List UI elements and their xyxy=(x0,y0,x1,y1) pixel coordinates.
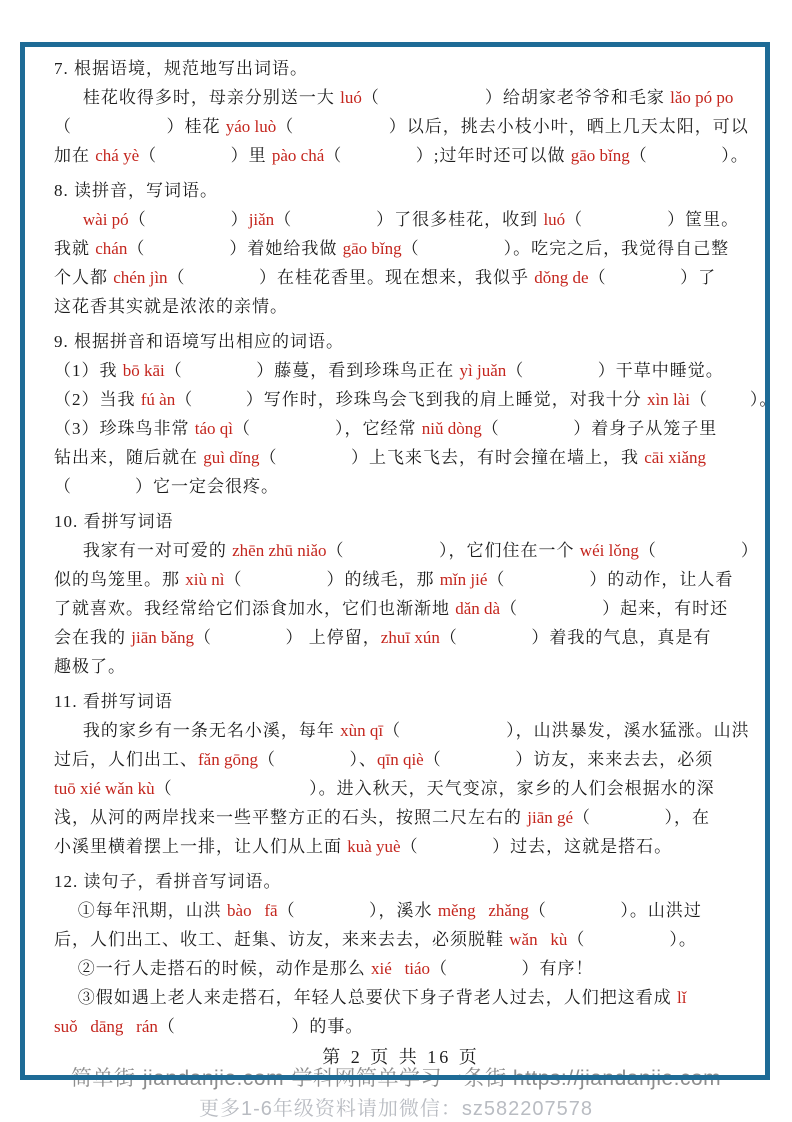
text-line xyxy=(54,832,748,861)
text-line xyxy=(54,954,748,983)
chinese-text: 了就喜欢。我经常给它们添食加水，它们也渐渐地 xyxy=(54,599,456,618)
chinese-text: （ ）。山洪过 xyxy=(528,901,702,920)
chinese-text: （ ）里 xyxy=(139,146,272,165)
chinese-text: 浅，从河的两岸找来一些平整方正的石头，按照二尺左右的 xyxy=(54,808,528,827)
chinese-text: （ ）着我的气息，真是有 xyxy=(439,628,712,647)
text-line xyxy=(54,83,748,112)
chinese-text: （ ），它经常 xyxy=(233,419,422,438)
chinese-text: 10. 看拼写词语 xyxy=(54,512,174,531)
chinese-text: （ ）、 xyxy=(257,750,377,769)
pinyin-text: guì dǐng xyxy=(203,448,260,467)
chinese-text: 桂花收得多时，母亲分别送一大 xyxy=(82,88,341,107)
pinyin-text: jiān gé xyxy=(527,808,574,827)
pinyin-text: gāo bǐng xyxy=(342,239,402,258)
chinese-text: （ ）写作时，珍珠鸟会飞到我的肩上睡觉，对我十分 xyxy=(175,390,647,409)
text-line xyxy=(54,623,748,652)
chinese-text: （ ）起来，有时还 xyxy=(500,599,729,618)
chinese-text: （ ）以后，挑去小枝小叶，晒上几天太阳，可以 xyxy=(276,117,749,136)
chinese-text: （ ）访友，来来去去，必须 xyxy=(423,750,714,769)
chinese-text: （ ）。吃完之后，我觉得自己整 xyxy=(401,239,730,258)
watermark-line2: 更多1-6年级资料请加微信：sz582207578 xyxy=(198,1098,593,1120)
pinyin-text: xìn lài xyxy=(646,390,690,409)
chinese-text: 小溪里横着摆上一排，让人们从上面 xyxy=(54,837,348,856)
chinese-text: （ ）给胡家老爷爷和毛家 xyxy=(361,88,671,107)
chinese-text: 趣极了。 xyxy=(54,657,126,676)
chinese-text: （ ） xyxy=(128,210,249,229)
chinese-text: （ ）。 xyxy=(567,930,697,949)
chinese-text: （ ） 上停留， xyxy=(194,628,381,647)
text-line xyxy=(54,716,748,745)
pinyin-text: yì juǎn xyxy=(459,361,507,380)
text-line xyxy=(54,745,748,774)
text-line xyxy=(54,594,748,623)
chinese-text: 9. 根据拼音和语境写出相应的词语。 xyxy=(54,332,344,351)
chinese-text: （ ）过去，这就是搭石。 xyxy=(400,837,673,856)
pinyin-text: zhēn zhū niǎo xyxy=(232,541,327,560)
pinyin-text: suǒ dāng rán xyxy=(54,1017,158,1036)
chinese-text: （ ），溪水 xyxy=(277,901,438,920)
chinese-text: （ ），山洪暴发，溪水猛涨。山洪 xyxy=(383,721,750,740)
chinese-text: （ ）。 xyxy=(629,146,749,165)
chinese-text: （ ）了 xyxy=(588,268,717,287)
text-line xyxy=(54,925,748,954)
pinyin-text: zhuī xún xyxy=(380,628,440,647)
chinese-text: （ ）藤蔓，看到珍珠鸟正在 xyxy=(164,361,460,380)
pinyin-text: wài pó xyxy=(82,210,129,229)
pinyin-text: fǎn gōng xyxy=(198,750,258,769)
pinyin-text: chén jìn xyxy=(113,268,168,287)
question-8 xyxy=(54,176,748,321)
chinese-text: （ ）有序！ xyxy=(430,959,594,978)
text-line xyxy=(54,565,748,594)
chinese-text: （ ），它们住在一个 xyxy=(326,541,580,560)
pinyin-text: dǎn dà xyxy=(455,599,501,618)
text-line xyxy=(54,414,748,443)
chinese-text: （ ）着身子从笼子里 xyxy=(481,419,718,438)
pinyin-text: jiǎn xyxy=(248,210,275,229)
chinese-text: （ ）上飞来飞去，有时会撞在墙上，我 xyxy=(259,448,645,467)
question-10-title xyxy=(54,507,748,536)
text-line xyxy=(54,472,748,501)
chinese-text: 11. 看拼写词语 xyxy=(54,692,173,711)
chinese-text: （ ），在 xyxy=(573,808,711,827)
text-line xyxy=(54,385,778,414)
question-11 xyxy=(54,687,748,861)
chinese-text: （ ）筐里。 xyxy=(565,210,740,229)
pinyin-text: tuō xié wǎn kù xyxy=(54,779,155,798)
pinyin-text: bō kāi xyxy=(122,361,165,380)
chinese-text: 过后，人们出工、 xyxy=(54,750,198,769)
chinese-text: （ ）。 xyxy=(689,390,778,409)
chinese-text: （3）珍珠鸟非常 xyxy=(54,419,195,438)
pinyin-text: táo qì xyxy=(194,419,233,438)
question-9-title xyxy=(54,327,748,356)
text-line xyxy=(54,896,748,925)
chinese-text: （ ）在桂花香里。现在想来，我似乎 xyxy=(167,268,535,287)
pinyin-text: dǒng de xyxy=(534,268,589,287)
pinyin-text: luó xyxy=(543,210,566,229)
chinese-text: （ ） xyxy=(638,541,759,560)
pinyin-text: lǎo pó po xyxy=(670,88,734,107)
question-7-title xyxy=(54,54,748,83)
text-line xyxy=(54,983,748,1012)
chinese-text: （1）我 xyxy=(54,361,123,380)
question-12-title xyxy=(54,867,748,896)
chinese-text: 似的鸟笼里。那 xyxy=(54,570,186,589)
pinyin-text: lǐ xyxy=(677,988,687,1007)
page-footer: 第 2 页 共 16 页 xyxy=(322,1047,480,1067)
pinyin-text: xùn qī xyxy=(340,721,384,740)
question-12 xyxy=(54,867,748,1041)
pinyin-text: qīn qiè xyxy=(376,750,424,769)
watermark-line1: 简单街-jiandanjie.com-学科网简单学习一条街 https://jiandanjie.com xyxy=(70,1067,722,1090)
pinyin-text: yáo luò xyxy=(225,117,277,136)
chinese-text: （ ）。进入秋天，天气变凉，家乡的人们会根据水的深 xyxy=(154,779,715,798)
chinese-text: 8. 读拼音，写词语。 xyxy=(54,181,218,200)
pinyin-text: niǔ dòng xyxy=(421,419,482,438)
question-11-title xyxy=(54,687,748,716)
text-line xyxy=(54,1012,748,1041)
text-line xyxy=(54,263,748,292)
chinese-text: （ ）;过年时还可以做 xyxy=(324,146,571,165)
text-line xyxy=(54,803,748,832)
chinese-text: 加在 xyxy=(54,146,96,165)
chinese-text: 7. 根据语境，规范地写出词语。 xyxy=(54,59,308,78)
pinyin-text: wǎn kù xyxy=(509,930,568,949)
chinese-text: 我家有一对可爱的 xyxy=(82,541,233,560)
text-line xyxy=(54,205,748,234)
chinese-text: （ ）它一定会很疼。 xyxy=(54,477,279,496)
text-line xyxy=(54,652,748,681)
text-line xyxy=(54,234,748,263)
pinyin-text: mǐn jié xyxy=(439,570,488,589)
chinese-text: （ ）干草中睡觉。 xyxy=(506,361,724,380)
pinyin-text: fú àn xyxy=(140,390,176,409)
text-line xyxy=(54,356,748,385)
question-10 xyxy=(54,507,759,681)
text-line xyxy=(54,443,748,472)
text-line xyxy=(54,292,748,321)
pinyin-text: xié tiáo xyxy=(371,959,431,978)
pinyin-text: wéi lǒng xyxy=(579,541,639,560)
pinyin-text: bào fā xyxy=(227,901,278,920)
chinese-text: 个人都 xyxy=(54,268,114,287)
pinyin-text: pào chá xyxy=(271,146,325,165)
chinese-text: 我的家乡有一条无名小溪，每年 xyxy=(82,721,341,740)
chinese-text: ②一行人走搭石的时候，动作是那么 xyxy=(77,959,372,978)
pinyin-text: xiù nì xyxy=(185,570,225,589)
pinyin-text: cāi xiǎng xyxy=(644,448,707,467)
text-line xyxy=(54,112,748,141)
chinese-text: （ ）着她给我做 xyxy=(127,239,343,258)
chinese-text: （ ）的动作，让人看 xyxy=(487,570,734,589)
chinese-text: （ ）的绒毛，那 xyxy=(224,570,440,589)
question-9 xyxy=(54,327,778,501)
chinese-text: 后，人们出工、收工、赶集、访友，来来去去，必须脱鞋 xyxy=(54,930,510,949)
text-line xyxy=(54,141,748,170)
pinyin-text: luó xyxy=(340,88,362,107)
text-line xyxy=(54,536,759,565)
chinese-text: 我就 xyxy=(54,239,96,258)
chinese-text: 会在我的 xyxy=(54,628,132,647)
chinese-text: （ ）的事。 xyxy=(157,1017,364,1036)
page-content xyxy=(20,42,778,1080)
chinese-text: （2）当我 xyxy=(54,390,141,409)
chinese-text: ①每年汛期，山洪 xyxy=(77,901,228,920)
question-7 xyxy=(54,54,748,170)
text-line xyxy=(54,774,748,803)
pinyin-text: chá yè xyxy=(95,146,140,165)
pinyin-text: kuà yuè xyxy=(347,837,401,856)
question-8-title xyxy=(54,176,748,205)
pinyin-text: gāo bǐng xyxy=(570,146,630,165)
pinyin-text: měng zhǎng xyxy=(437,901,529,920)
chinese-text: 这花香其实就是浓浓的亲情。 xyxy=(54,297,288,316)
pinyin-text: jiān bǎng xyxy=(131,628,195,647)
chinese-text: ③假如遇上老人来走搭石，年轻人总要伏下身子背老人过去，人们把这看成 xyxy=(77,988,678,1007)
chinese-text: 钻出来，随后就在 xyxy=(54,448,204,467)
pinyin-text: chán xyxy=(95,239,128,258)
chinese-text: （ ）桂花 xyxy=(54,117,226,136)
chinese-text: （ ）了很多桂花，收到 xyxy=(274,210,544,229)
chinese-text: 12. 读句子，看拼音写词语。 xyxy=(54,872,282,891)
